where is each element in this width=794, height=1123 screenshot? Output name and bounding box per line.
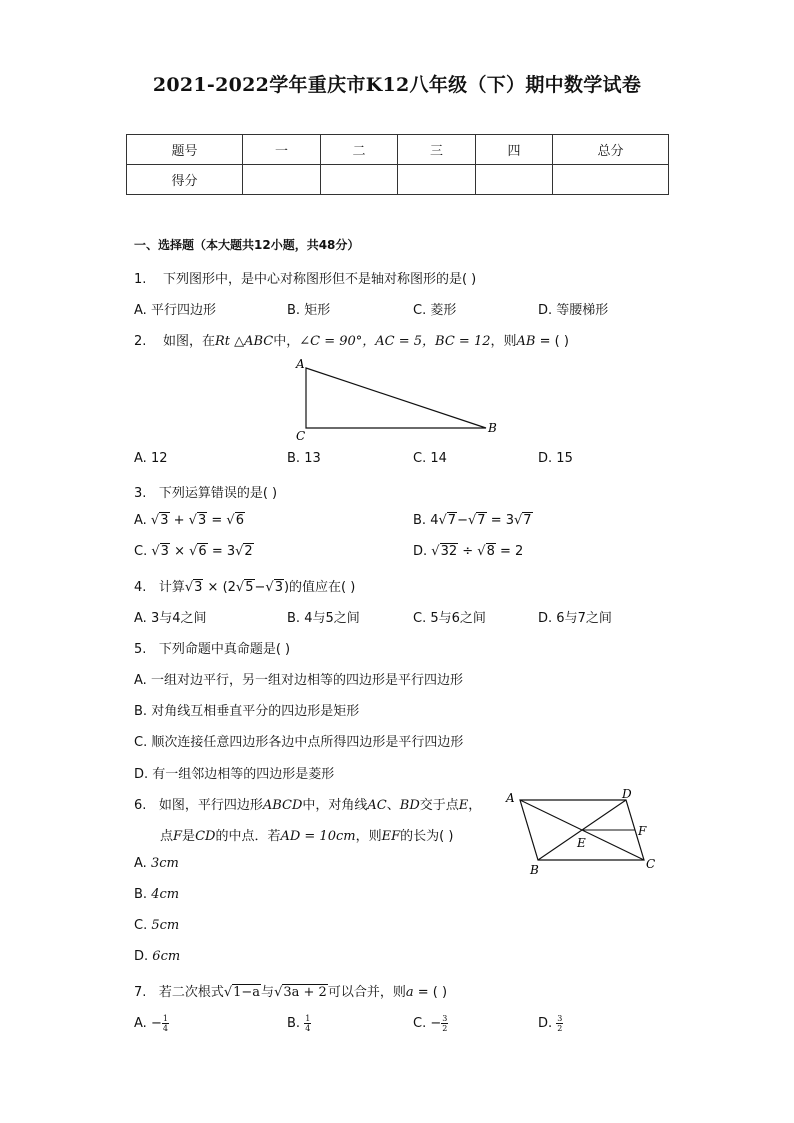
parallelogram-figure [504,788,664,880]
question-6-line-2: 点F是CD的中点．若AD = 10cm，则EF的长为( ) [160,829,454,844]
q5-option-b: B. 对角线互相垂直平分的四边形是矩形 [134,704,360,719]
question-number: 1. [134,272,147,287]
question-7: 7. 若二次根式√1−a与√3a + 2可以合并，则a = ( ) [134,985,448,1000]
q6-option-d: D. 6cm [134,949,181,964]
exam-title: 2021-2022学年重庆市K12八年级（下）期中数学试卷 [152,74,642,96]
q6-option-a: A. 3cm [134,856,179,871]
q5-option-c: C. 顺次连接任意四边形各边中点所得四边形是平行四边形 [134,735,464,750]
q4-option-a: A. 3与4之间 [134,611,207,626]
question-text: 下列图形中，是中心对称图形但不是轴对称图形的是( ) [162,272,477,287]
vertex-label-a: A [296,357,305,371]
q6-option-c: C. 5cm [134,918,180,933]
q3-option-a: A. √3 + √3 = √6 [134,513,244,528]
header-cell: 题号 [127,135,243,165]
score-table-row [127,165,669,195]
score-table [126,134,669,195]
fraction: $\frac{1}{4}$ [162,1014,168,1033]
header-cell: 一 [243,135,321,165]
right-triangle-figure [290,352,510,444]
q2-option-b: B. 13 [287,451,321,466]
vertex-label-b: B [530,863,539,877]
q4-option-b: B. 4与5之间 [287,611,360,626]
q2-option-c: C. 14 [413,451,447,466]
score-cell [476,165,553,195]
vertex-label-b: B [488,421,497,435]
section-heading: 一、选择题（本大题共12小题，共48分） [134,238,360,252]
question-1 [134,268,476,287]
q7-option-a: A. − $\frac{1}{4}$ [134,1014,168,1033]
vertex-label-c: C [296,429,306,443]
score-cell [243,165,321,195]
q3-option-b: B. 4√7−√7 = 3√7 [413,513,532,528]
q7-option-d: D. $\frac{3}{2}$ [538,1014,563,1033]
q5-option-d: D. 有一组邻边相等的四边形是菱形 [134,767,335,782]
q7-option-b: B. $\frac{1}{4}$ [287,1014,311,1033]
q6-option-b: B. 4cm [134,887,180,902]
q1-option-d: D. 等腰梯形 [538,303,609,318]
question-3: 3. 下列运算错误的是( ) [134,486,278,501]
fraction: $\frac{3}{2}$ [557,1014,563,1033]
q4-option-c: C. 5与6之间 [413,611,486,626]
vertex-label-c: C [646,857,656,871]
question-5: 5. 下列命题中真命题是( ) [134,642,291,657]
point-label-f: F [638,824,647,838]
q1-option-b: B. 矩形 [287,303,331,318]
fraction: $\frac{3}{2}$ [442,1014,448,1033]
q7-option-c: C. − $\frac{3}{2}$ [413,1014,448,1033]
q2-option-d: D. 15 [538,451,573,466]
header-cell: 四 [476,135,553,165]
score-cell [398,165,476,195]
q3-option-c: C. √3 × √6 = 3√2 [134,544,253,559]
score-cell [553,165,669,195]
vertex-label-a: A [506,791,515,805]
row-label: 得分 [127,165,243,195]
vertex-label-d: D [622,787,632,801]
point-label-e: E [577,836,586,850]
score-table-header-row [127,135,669,165]
header-cell: 二 [321,135,398,165]
question-4: 4. 计算√3 × (2√5−√3)的值应在( ) [134,580,356,595]
header-cell: 三 [398,135,476,165]
q5-option-a: A. 一组对边平行，另一组对边相等的四边形是平行四边形 [134,673,463,688]
q1-option-a: A. 平行四边形 [134,303,216,318]
q3-option-d: D. √32 ÷ √8 = 2 [413,544,524,559]
score-cell [321,165,398,195]
question-6: 6. 如图，平行四边形ABCD中，对角线AC、BD交于点E， [134,798,482,813]
header-cell: 总分 [553,135,669,165]
question-2: 2. 如图，在Rt △ABC中，∠C = 90°，AC = 5，BC = 12，则AB = ( ) [134,334,569,349]
q1-option-c: C. 菱形 [413,303,457,318]
q2-option-a: A. 12 [134,451,168,466]
q4-option-d: D. 6与7之间 [538,611,612,626]
fraction: $\frac{1}{4}$ [305,1014,311,1033]
